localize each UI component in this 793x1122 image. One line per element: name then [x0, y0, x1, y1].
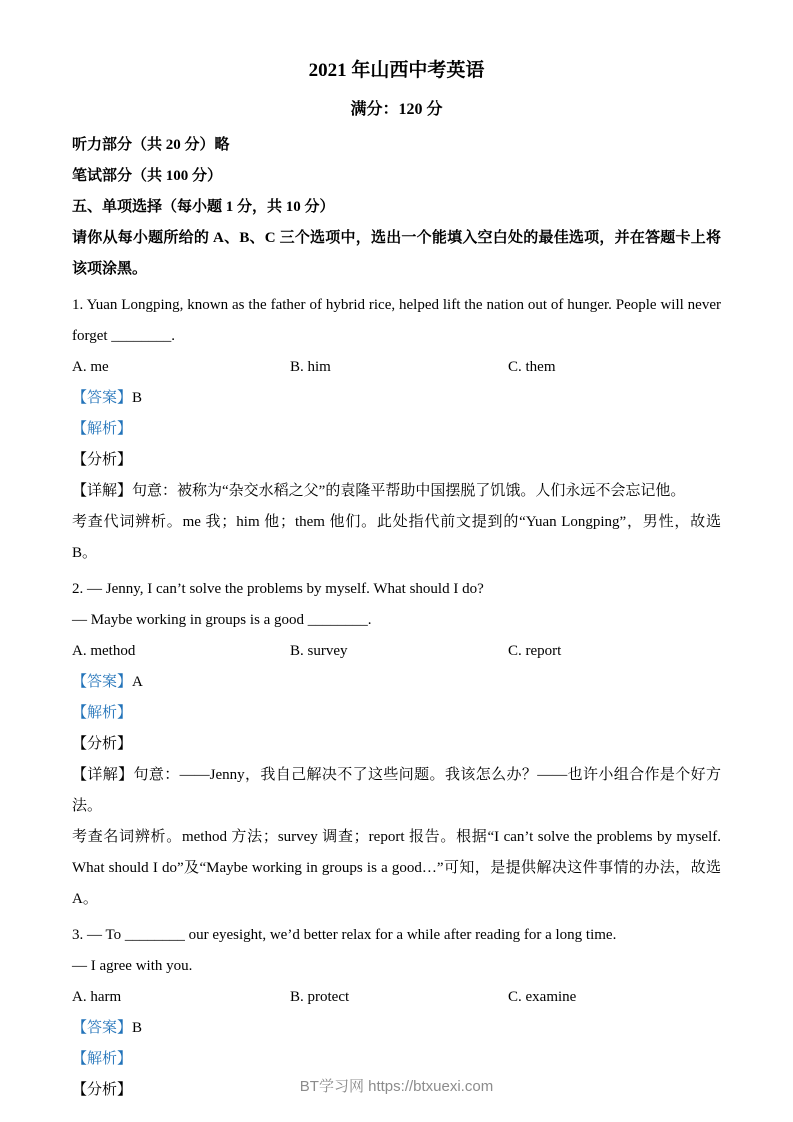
detail-line	[72, 760, 721, 822]
answer-label: 【答案】	[72, 674, 133, 690]
question-stem: 3. — To ________ our eyesight, we’d better relax for a while after reading for a long time.	[72, 927, 617, 943]
watermark-footer: BT学习网 https://btxuexi.com	[299, 1078, 494, 1095]
question-stem: 2. — Jenny, I can’t solve the problems by myself. What should I do?	[72, 581, 484, 597]
option-c: C. report	[508, 643, 562, 659]
question-stem-line2: — I agree with you.	[72, 958, 193, 974]
answer-line	[72, 1013, 721, 1044]
detail-text: 句意：——Jenny，我自己解决不了这些问题。我该怎么办？——也许小组合作是个好方法。	[72, 767, 721, 814]
answer-value: A	[132, 674, 143, 690]
answer-label: 【答案】	[72, 390, 133, 406]
explain-line: 考查代词辨析。me 我；him 他；them 他们。此处指代前文提到的“Yuan Longping”，男性，故选 B。	[72, 514, 721, 561]
question-stem: 1. Yuan Longping, known as the father of hybrid rice, helped lift the nation out of hunger. People will never forget ________.	[72, 297, 721, 344]
total-score-line: 满分：120 分	[350, 101, 443, 118]
fenxi-label: 【分析】	[72, 452, 133, 468]
written-section-line: 笔试部分（共 100 分）	[72, 168, 223, 184]
question-2	[72, 574, 721, 915]
option-b: B. protect	[290, 989, 350, 1005]
fenxi-label: 【分析】	[72, 736, 133, 752]
paper-header	[72, 130, 721, 285]
section-instructions: 请你从每小题所给的 A、B、C 三个选项中，选出一个能填入空白处的最佳选项，并在答题卡上将该项涂黑。	[72, 230, 721, 277]
page-title: 2021 年山西中考英语	[308, 60, 485, 81]
answer-line	[72, 667, 721, 698]
jiexi-label: 【解析】	[72, 705, 133, 721]
option-a: A. harm	[72, 989, 122, 1005]
answer-label: 【答案】	[72, 1020, 133, 1036]
listening-section-line: 听力部分（共 20 分）略	[72, 137, 230, 153]
answer-line	[72, 383, 721, 414]
option-b: B. survey	[290, 643, 348, 659]
options-row	[72, 352, 721, 383]
jiexi-label: 【解析】	[72, 1051, 133, 1067]
option-c: C. them	[508, 359, 556, 375]
fenxi-label: 【分析】	[72, 1082, 133, 1098]
detail-label: 【详解】	[72, 483, 133, 499]
explain-line: 考查名词辨析。method 方法；survey 调查；report 报告。根据“I can’t solve the problems by myself. What should I do”及“Maybe working in groups is a good…”可知，是提供解决这件事情的办法，故选 A。	[72, 829, 721, 907]
question-1	[72, 290, 721, 569]
detail-line	[72, 476, 721, 507]
detail-text: 句意：被称为“杂交水稻之父”的袁隆平帮助中国摆脱了饥饿。人们永远不会忘记他。	[132, 483, 686, 499]
answer-value: B	[132, 390, 143, 406]
option-a: A. me	[72, 359, 109, 375]
answer-value: B	[132, 1020, 143, 1036]
jiexi-label: 【解析】	[72, 421, 133, 437]
detail-label: 【详解】	[72, 767, 134, 783]
option-a: A. method	[72, 643, 136, 659]
question-stem-line2: — Maybe working in groups is a good ________.	[72, 612, 372, 628]
section-title: 五、单项选择（每小题 1 分，共 10 分）	[72, 199, 335, 215]
options-row	[72, 982, 721, 1013]
option-b: B. him	[290, 359, 331, 375]
option-c: C. examine	[508, 989, 577, 1005]
options-row	[72, 636, 721, 667]
